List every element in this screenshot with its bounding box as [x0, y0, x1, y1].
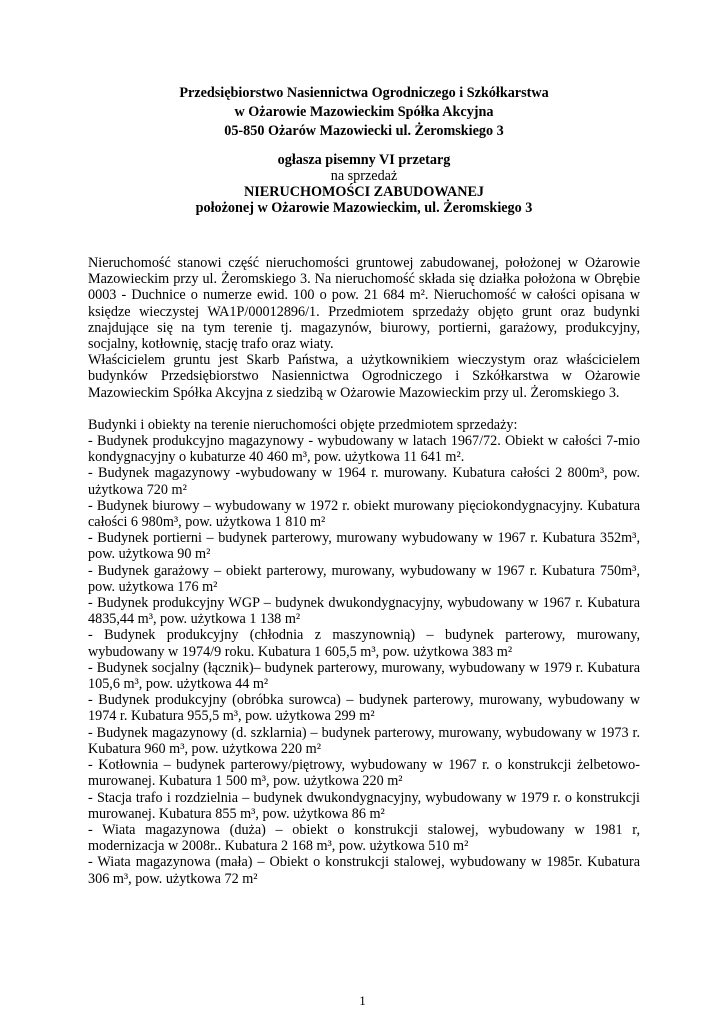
- company-legal-form: w Ożarowie Mazowieckim Spółka Akcyjna: [234, 104, 494, 120]
- announcement-title: ogłasza pisemny VI przetarg: [277, 152, 451, 168]
- company-address: 05-850 Ożarów Mazowiecki ul. Żeromskiego 3: [224, 123, 504, 139]
- paragraph-spacer: [88, 401, 640, 417]
- building-item: - Wiata magazynowa (duża) – obiekt o konstrukcji stalowej, wybudowany w 1981 r, modernizacja w 2008r.. Kubatura 2 168 m³, pow. użytkowa 510 m²: [88, 821, 640, 855]
- building-item: - Budynek produkcyjny (chłodnia z maszynownią) – budynek parterowy, murowany, wybudowany w 1974/9 roku. Kubatura 1 605,5 m³, pow. użytkowa 383 m²: [88, 627, 640, 660]
- building-item: - Budynek magazynowy (d. szklarnia) – budynek parterowy, murowany, wybudowany w 1973 r. Kubatura 960 m³, pow. użytkowa 220 m²: [88, 724, 640, 757]
- property-type: NIERUCHOMOŚCI ZABUDOWANEJ: [243, 184, 485, 200]
- buildings-list-intro: Budynki i obiekty na terenie nieruchomości objęte przedmiotem sprzedaży:: [88, 416, 518, 433]
- property-location: położonej w Ożarowie Mazowieckim, ul. Żeromskiego 3: [195, 200, 533, 216]
- property-description: Nieruchomość stanowi część nieruchomości gruntowej zabudowanej, położonej w Ożarowie Mazowieckim przy ul. Żeromskiego 3. Na nieruchomość składa się działka położona w Obrębie 0003 - Duchnice o numerze ewid. 100 o pow. 21 684 m². Nieruchomość w całości opisana w księdze wieczystej WA1P/00012896/1. Przedmiotem sprzedaży objęto grunt oraz budynki znajdujące się na tym terenie tj. magazynów, biurowy, portierni, garażowy, produkcyjny, socjalny, kotłownię, stację trafo oraz wiaty.: [88, 255, 640, 353]
- announcement-block: [88, 152, 640, 216]
- building-item: - Budynek portierni – budynek parterowy, murowany wybudowany w 1967 r. Kubatura 352m³, pow. użytkowa 90 m²: [88, 530, 640, 563]
- building-item: - Budynek produkcyjno magazynowy - wybudowany w latach 1967/72. Obiekt w całości 7-mio kondygnacyjny o kubaturze 40 460 m³, pow. użytkowa 11 641 m².: [88, 433, 640, 466]
- document-body: [88, 255, 640, 887]
- company-name: Przedsiębiorstwo Nasiennictwa Ogrodniczego i Szkółkarstwa: [179, 85, 549, 101]
- building-item: - Stacja trafo i rozdzielnia – budynek dwukondygnacyjny, wybudowany w 1979 r. o konstrukcji murowanej. Kubatura 855 m³, pow. użytkowa 86 m²: [88, 789, 640, 822]
- building-item: - Wiata magazynowa (mała) – Obiekt o konstrukcji stalowej, wybudowany w 1985r. Kubatura 306 m³, pow. użytkowa 72 m²: [88, 854, 640, 887]
- building-item: - Budynek produkcyjny (obróbka surowca) – budynek parterowy, murowany, wybudowany w 1974 r. Kubatura 955,5 m³, pow. użytkowa 299 m²: [88, 692, 640, 725]
- company-header: [88, 84, 640, 141]
- building-item: - Kotłownia – budynek parterowy/piętrowy, wybudowany w 1967 r. o konstrukcji żelbetowo-murowanej. Kubatura 1 500 m³, pow. użytkowa 220 m²: [88, 757, 640, 790]
- page-number: 1: [359, 993, 366, 1008]
- building-item: - Budynek magazynowy -wybudowany w 1964 r. murowany. Kubatura całości 2 800m³, pow. użytkowa 720 m²: [88, 465, 640, 498]
- building-item: - Budynek produkcyjny WGP – budynek dwukondygnacyjny, wybudowany w 1967 r. Kubatura 4835,44 m³, pow. użytkowa 1 138 m²: [88, 595, 640, 628]
- building-item: - Budynek biurowy – wybudowany w 1972 r. obiekt murowany pięciokondygnacyjny. Kubatura całości 6 980m³, pow. użytkowa 1 810 m²: [88, 497, 640, 531]
- ownership-description: Właścicielem gruntu jest Skarb Państwa, a użytkownikiem wieczystym oraz właścicielem budynków Przedsiębiorstwo Nasiennictwa Ogrodniczego i Szkółkarstwa w Ożarowie Mazowieckim Spółka Akcyjna z siedzibą w Ożarowie Mazowieckim przy ul. Żeromskiego 3.: [88, 352, 640, 401]
- building-item: - Budynek garażowy – obiekt parterowy, murowany, wybudowany w 1967 r. Kubatura 750m³, pow. użytkowa 176 m²: [88, 562, 640, 595]
- announcement-subtitle: na sprzedaż: [330, 168, 398, 184]
- building-item: - Budynek socjalny (łącznik)– budynek parterowy, murowany, wybudowany w 1979 r. Kubatura 105,6 m³, pow. użytkowa 44 m²: [88, 659, 640, 693]
